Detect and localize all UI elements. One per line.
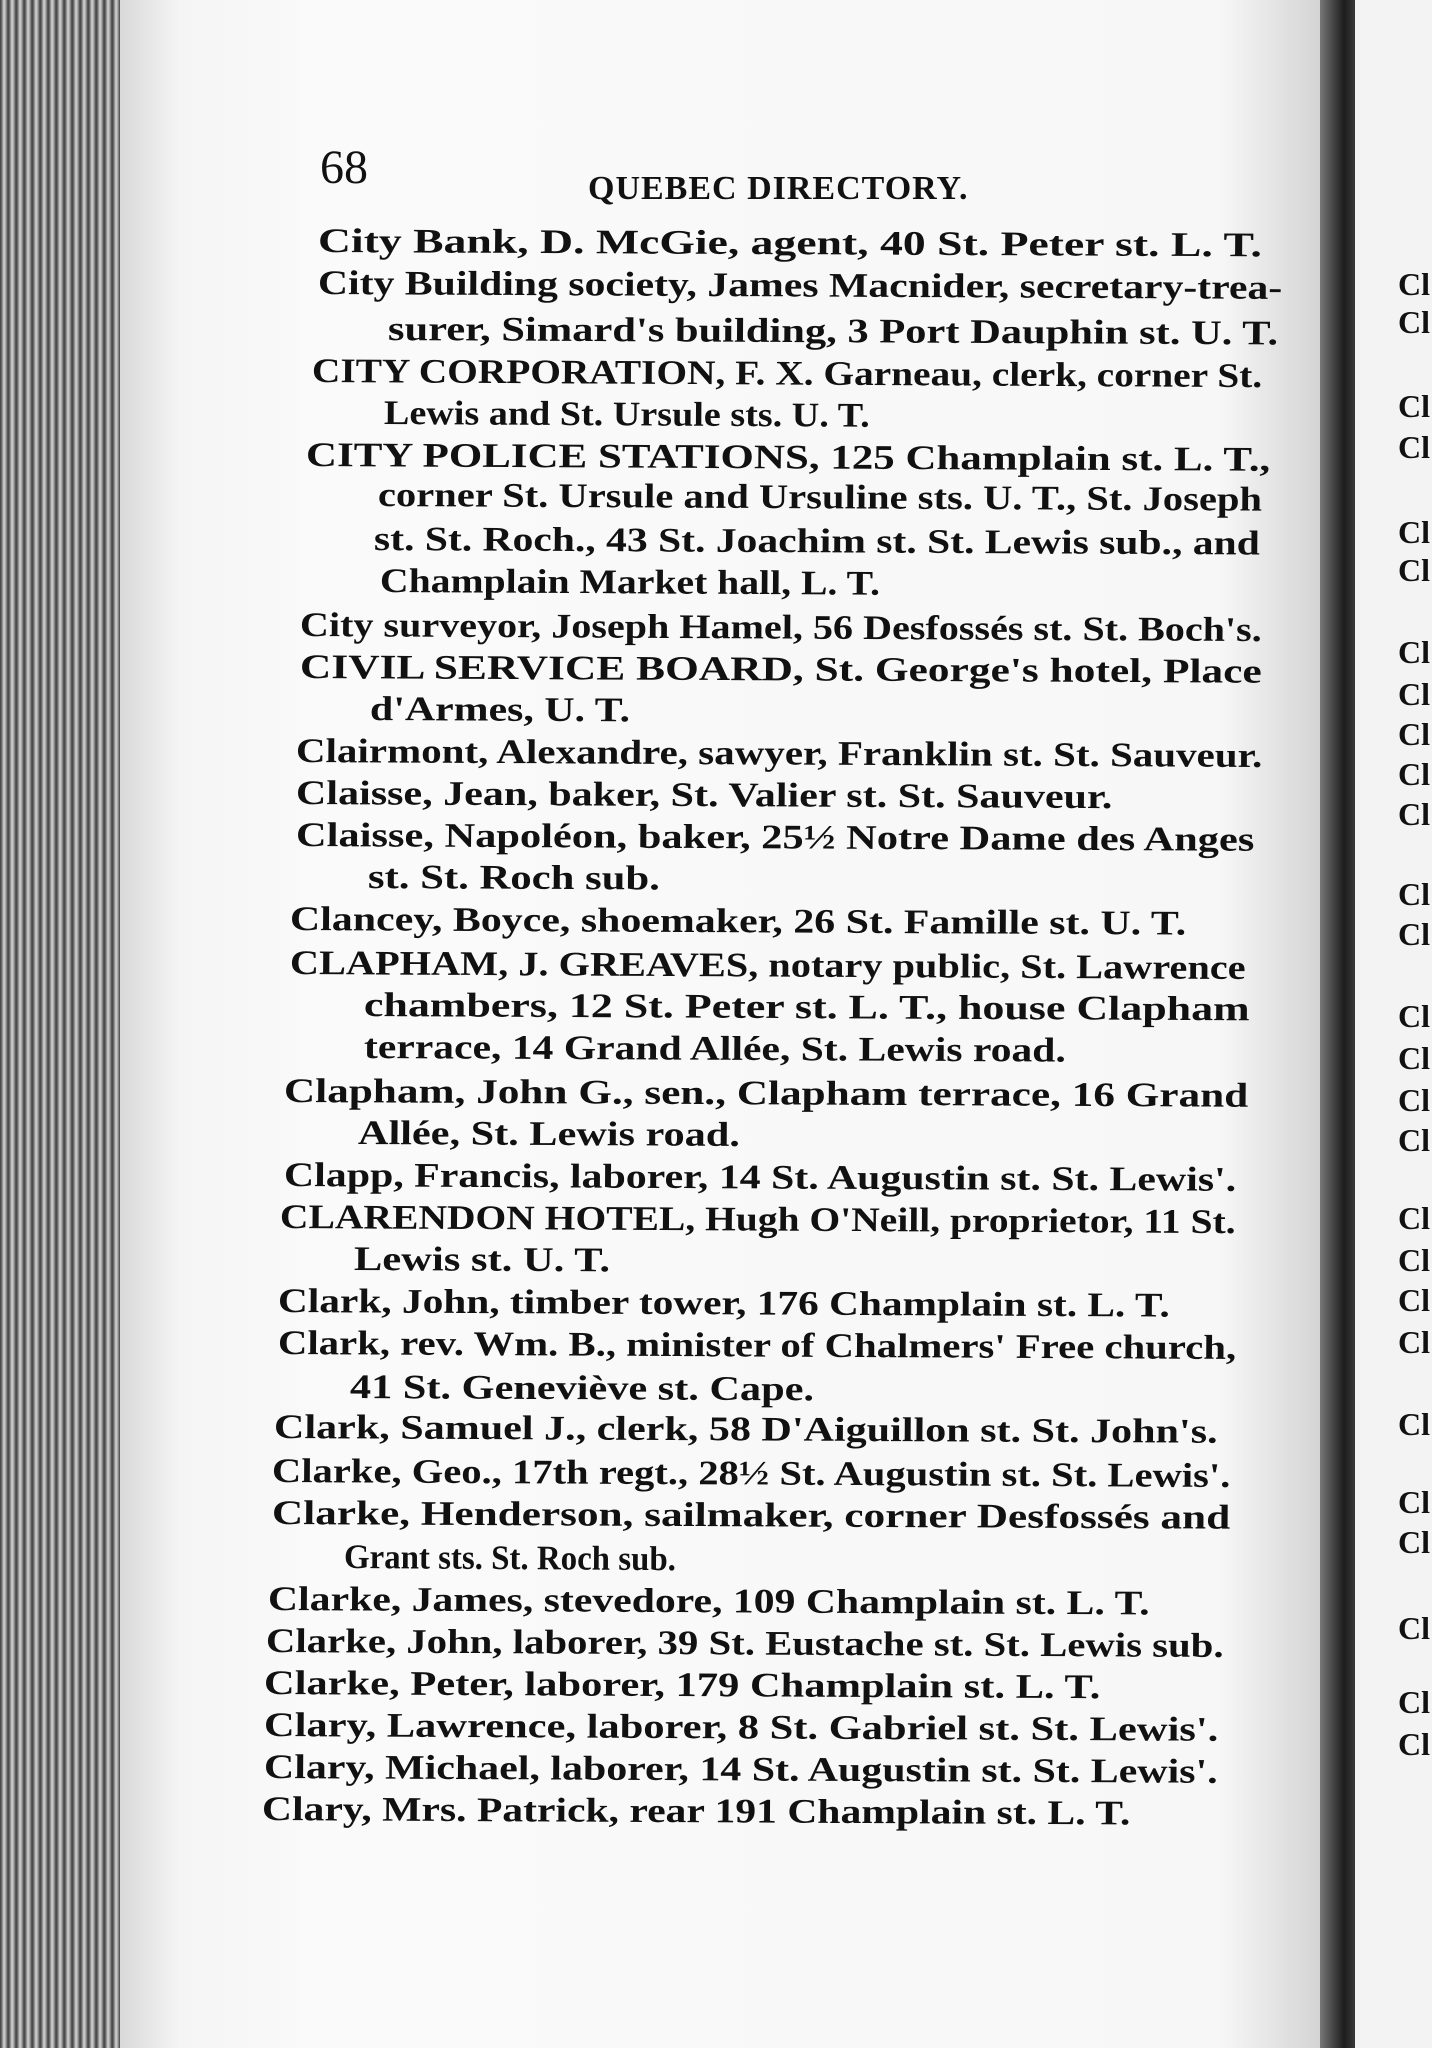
directory-line: Clapham, John G., sen., Clapham terrace, 16 Grand <box>283 1072 1249 1115</box>
facing-page-line: Cl <box>1398 634 1430 670</box>
directory-line: CLARENDON HOTEL, Hugh O'Neill, proprietor, 11 St. <box>279 1198 1236 1242</box>
facing-page-line: Cl <box>1398 1324 1430 1360</box>
directory-line: CLAPHAM, J. GREAVES, notary public, St. Lawrence <box>289 944 1246 987</box>
facing-page-line: Cl <box>1398 429 1430 465</box>
facing-page-line: Cl <box>1398 1082 1430 1118</box>
directory-line: Clarke, Geo., 17th regt., 28½ St. Augustin st. St. Lewis'. <box>271 1452 1231 1495</box>
facing-page-line: Cl <box>1398 676 1430 712</box>
facing-page-line: Cl <box>1398 916 1430 952</box>
directory-line: Clary, Lawrence, laborer, 8 St. Gabriel st. St. Lewis'. <box>263 1706 1219 1749</box>
directory-line: surer, Simard's building, 3 Port Dauphin st. U. T. <box>387 310 1279 353</box>
directory-line: Clapp, Francis, laborer, 14 St. Augustin st. St. Lewis'. <box>283 1156 1237 1199</box>
facing-page-line: Cl <box>1398 998 1430 1034</box>
running-head: QUEBEC DIRECTORY. <box>588 170 969 207</box>
directory-line: Lewis and St. Ursule sts. U. T. <box>383 394 870 435</box>
facing-page-line: Cl <box>1398 552 1430 588</box>
directory-line: CITY POLICE STATIONS, 125 Champlain st. L. T., <box>305 436 1271 479</box>
directory-line: st. St. Roch sub. <box>367 858 661 898</box>
directory-line: terrace, 14 Grand Allée, St. Lewis road. <box>363 1028 1066 1070</box>
directory-line: Claisse, Jean, baker, St. Valier st. St. Sauveur. <box>295 774 1113 817</box>
directory-line: corner St. Ursule and Ursuline sts. U. T., St. Joseph <box>377 476 1263 519</box>
directory-line: Clark, rev. Wm. B., minister of Chalmers' Free church, <box>277 1324 1237 1367</box>
directory-line: Lewis st. U. T. <box>353 1240 611 1280</box>
directory-line: d'Armes, U. T. <box>369 690 631 730</box>
facing-page-line: Cl <box>1398 1282 1430 1318</box>
facing-page-line: Cl <box>1398 796 1430 832</box>
facing-page-line: Cl <box>1398 1610 1430 1646</box>
facing-page-line: Cl <box>1398 756 1430 792</box>
facing-page-line: Cl <box>1398 876 1430 912</box>
facing-page-line: Cl <box>1398 266 1430 302</box>
facing-page-line: Cl <box>1398 1726 1430 1762</box>
directory-line: City Bank, D. McGie, agent, 40 St. Peter st. L. T. <box>317 222 1263 265</box>
directory-line: Grant sts. St. Roch sub. <box>343 1538 677 1579</box>
directory-line: Champlain Market hall, L. T. <box>379 562 881 603</box>
page-number: 68 <box>320 141 368 194</box>
facing-page-line: Cl <box>1398 1242 1430 1278</box>
directory-line: Clark, Samuel J., clerk, 58 D'Aiguillon st. St. John's. <box>273 1408 1218 1451</box>
directory-line: Allée, St. Lewis road. <box>357 1114 741 1154</box>
facing-page-line: Cl <box>1398 1524 1430 1560</box>
directory-line: Clary, Michael, laborer, 14 St. Augustin st. St. Lewis'. <box>263 1748 1218 1791</box>
facing-page-line: Cl <box>1398 716 1430 752</box>
facing-page-line: Cl <box>1398 1684 1430 1720</box>
facing-page-line: Cl <box>1398 1040 1430 1076</box>
facing-page-line: Cl <box>1398 388 1430 424</box>
directory-line: st. St. Roch., 43 St. Joachim st. St. Lewis sub., and <box>373 520 1260 563</box>
book-gutter <box>1320 0 1360 2048</box>
directory-line: Clarke, Henderson, sailmaker, corner Desfossés and <box>271 1494 1231 1537</box>
directory-line: CIVIL SERVICE BOARD, St. George's hotel, Place <box>299 648 1262 691</box>
directory-line: chambers, 12 St. Peter st. L. T., house Clapham <box>363 986 1250 1029</box>
facing-page-line: Cl <box>1398 1200 1430 1236</box>
directory-line: Clarke, John, laborer, 39 St. Eustache st. St. Lewis sub. <box>265 1622 1224 1665</box>
facing-page-line: Cl <box>1398 1122 1430 1158</box>
directory-line: Claisse, Napoléon, baker, 25½ Notre Dame des Anges <box>295 816 1255 859</box>
facing-page-line: Cl <box>1398 1484 1430 1520</box>
directory-line: City Building society, James Macnider, secretary-trea- <box>317 264 1283 307</box>
directory-line: Clary, Mrs. Patrick, rear 191 Champlain st. L. T. <box>261 1790 1131 1833</box>
directory-line: Clancey, Boyce, shoemaker, 26 St. Famille st. U. T. <box>289 900 1187 943</box>
facing-page-line: Cl <box>1398 514 1430 550</box>
directory-line: City surveyor, Joseph Hamel, 56 Desfossés st. St. Boch's. <box>299 606 1262 650</box>
directory-line: CITY CORPORATION, F. X. Garneau, clerk, corner St. <box>311 352 1263 396</box>
facing-page-line: Cl <box>1398 304 1430 340</box>
directory-line: Clarke, Peter, laborer, 179 Champlain st. L. T. <box>263 1664 1101 1707</box>
directory-line: Clarke, James, stevedore, 109 Champlain st. L. T. <box>267 1580 1150 1623</box>
directory-line: Clairmont, Alexandre, sawyer, Franklin st. St. Sauveur. <box>295 732 1263 775</box>
facing-page-line: Cl <box>1398 1406 1430 1442</box>
directory-line: Clark, John, timber tower, 176 Champlain st. L. T. <box>277 1282 1170 1325</box>
directory-line: 41 St. Geneviève st. Cape. <box>349 1368 815 1409</box>
